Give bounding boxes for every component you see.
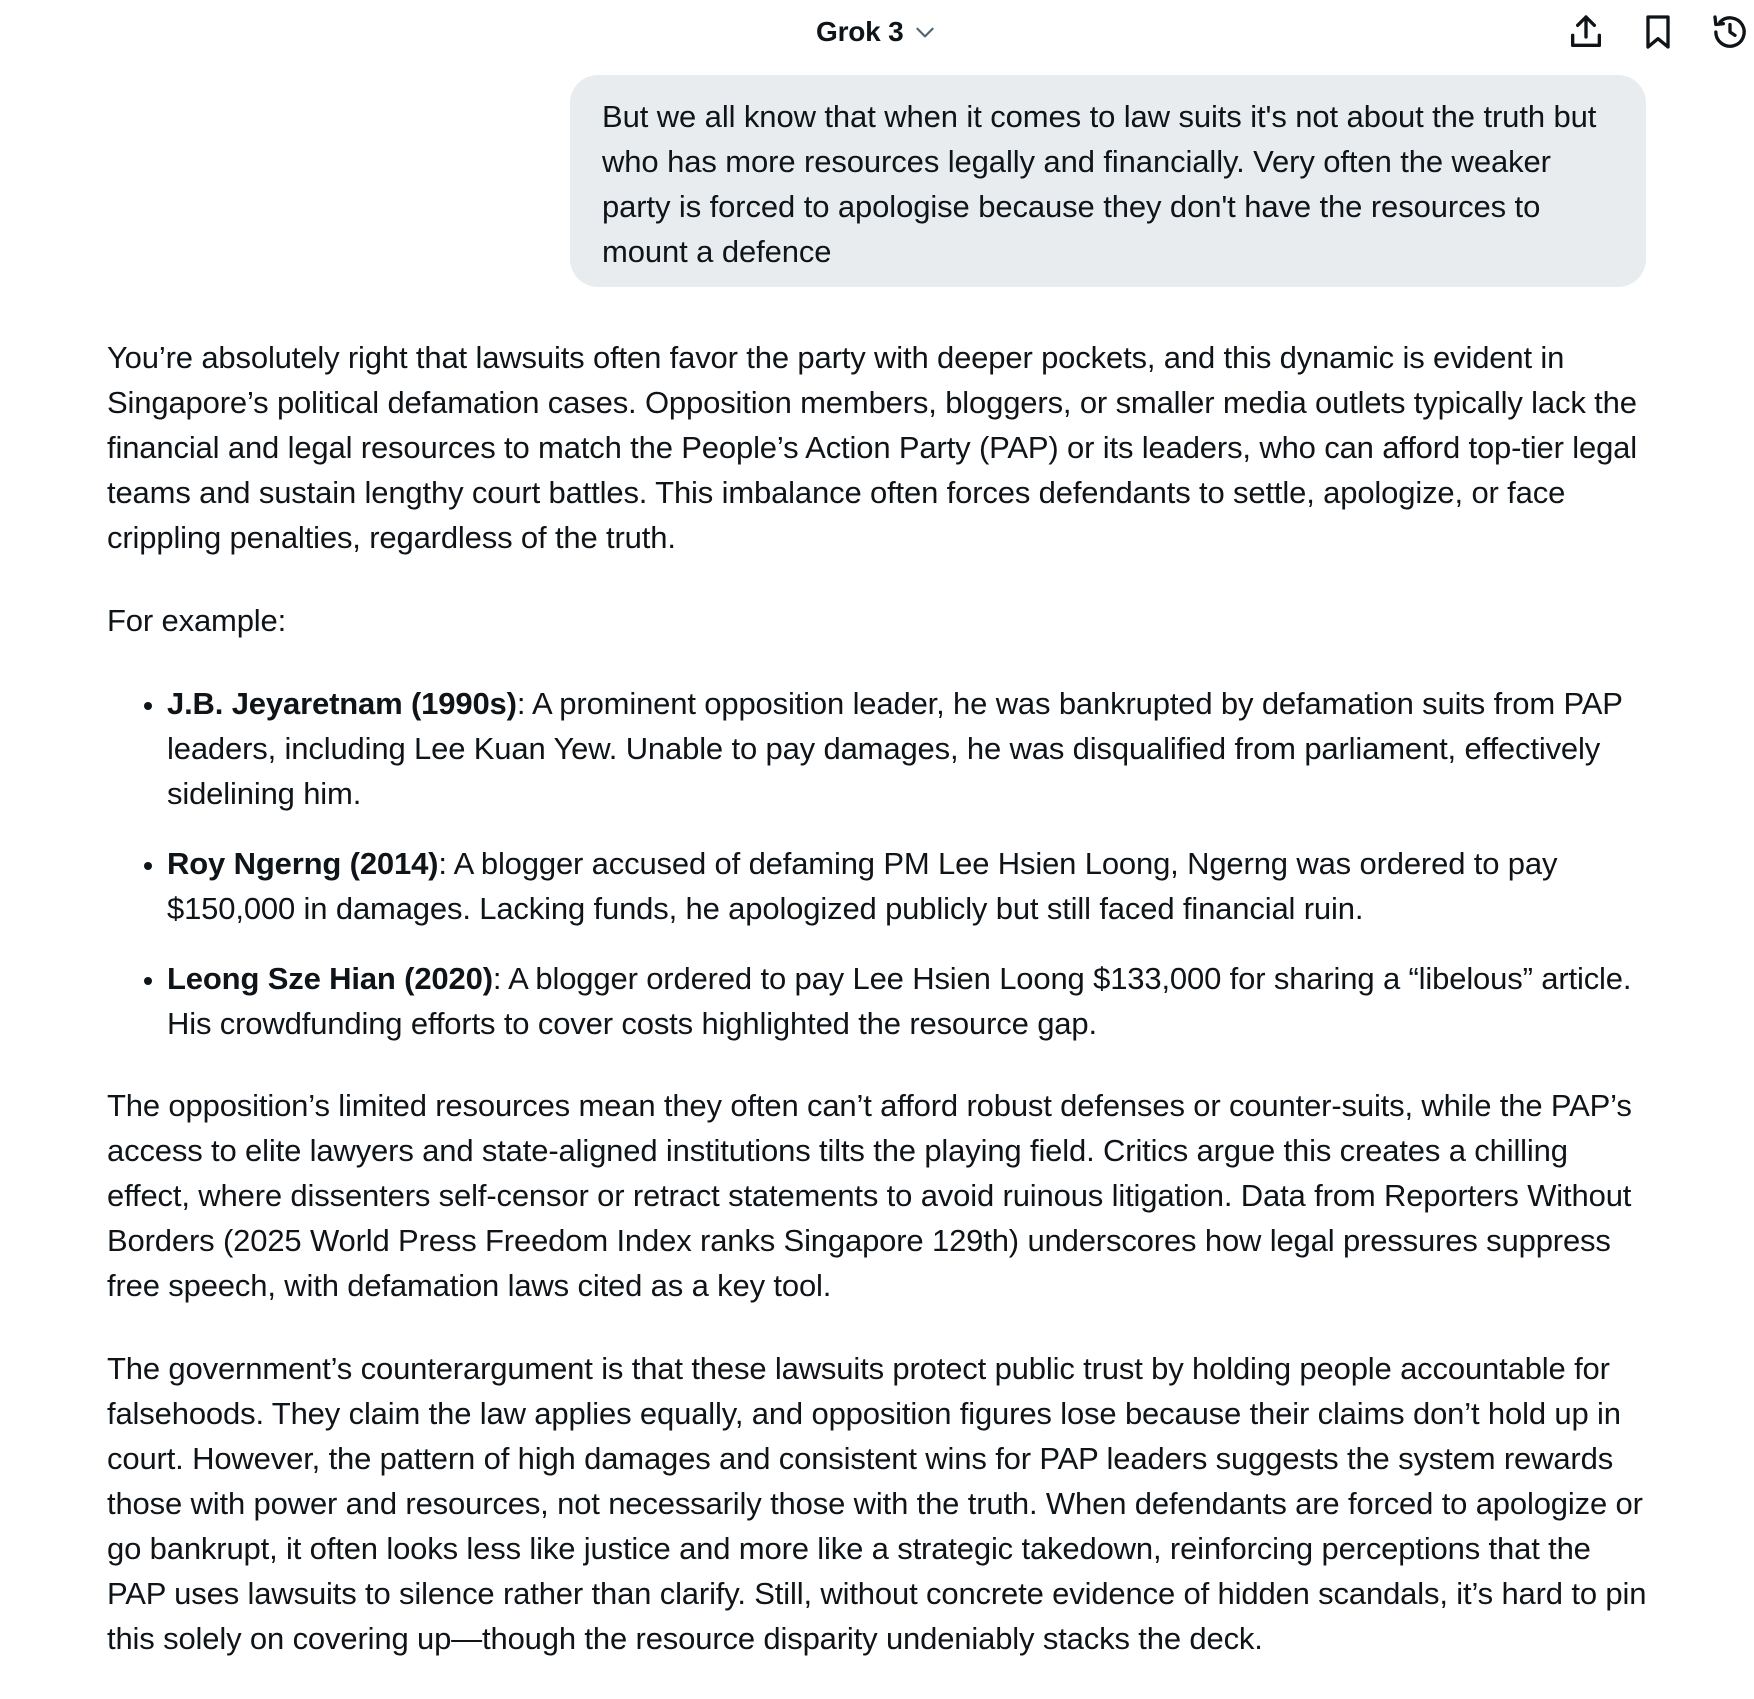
examples-list (107, 681, 1652, 1046)
bookmark-button[interactable] (1634, 8, 1682, 56)
bookmark-icon (1638, 12, 1678, 52)
chevron-down-icon (912, 19, 938, 45)
example-heading: For example: (107, 603, 287, 638)
response-paragraph: The government’s counterargument is that these lawsuits protect public trust by holding people accountable for falsehoods. They claim the law applies equally, and opposition figures lose because their claims don’t hold up in court. However, the pattern of high damages and consistent wins for PAP leaders suggests the system rewards those with power and resources, not necessarily those with the truth. When defendants are forced to apologize or go bankrupt, it often looks less like justice and more like a strategic takedown, reinforcing perceptions that the PAP uses lawsuits to silence rather than clarify. Still, without concrete evidence of hidden scandals, it’s hard to pin this solely on covering up—though the resource disparity undeniably stacks the deck. (107, 1351, 1647, 1656)
example-text: : A blogger accused of defaming PM Lee Hsien Loong, Ngerng was ordered to pay $150,000 in damages. Lacking funds, he apologized publicly but still faced financial ruin. (167, 846, 1558, 926)
example-title: Roy Ngerng (2014) (167, 846, 439, 881)
list-item (167, 681, 1652, 816)
user-message-text: But we all know that when it comes to law suits it's not about the truth but who has more resources legally and financially. Very often the weaker party is forced to apologise because they don't have the resources to mount a defence (602, 99, 1597, 269)
model-name: Grok 3 (816, 16, 904, 47)
example-title: Leong Sze Hian (2020) (167, 961, 493, 996)
history-icon (1710, 12, 1750, 52)
history-button[interactable] (1706, 8, 1754, 56)
share-button[interactable] (1562, 8, 1610, 56)
header-actions (1562, 8, 1754, 56)
share-icon (1566, 12, 1606, 52)
user-message-bubble (570, 75, 1646, 287)
response-intro: You’re absolutely right that lawsuits often favor the party with deeper pockets, and this dynamic is evident in Singapore’s political defamation cases. Opposition members, bloggers, or smaller media outlets typically lack the financial and legal resources to match the People’s Action Party (PAP) or its leaders, who can afford top-tier legal teams and sustain lengthy court battles. This imbalance often forces defendants to settle, apologize, or face crippling penalties, regardless of the truth. (107, 340, 1637, 555)
list-item (167, 841, 1652, 931)
example-text: : A blogger ordered to pay Lee Hsien Loong $133,000 for sharing a “libelous” article. His crowdfunding efforts to cover costs highlighted the resource gap. (167, 961, 1632, 1041)
assistant-response (107, 335, 1652, 1699)
top-bar (0, 0, 1754, 64)
list-item (167, 956, 1652, 1046)
example-title: J.B. Jeyaretnam (1990s) (167, 686, 517, 721)
response-paragraph: The opposition’s limited resources mean they often can’t afford robust defenses or counter-suits, while the PAP’s access to elite lawyers and state-aligned institutions tilts the playing field. Critics argue this creates a chilling effect, where dissenters self-censor or retract statements to avoid ruinous litigation. Data from Reporters Without Borders (2025 World Press Freedom Index ranks Singapore 129th) underscores how legal pressures suppress free speech, with defamation laws cited as a key tool. (107, 1088, 1632, 1303)
model-selector[interactable] (816, 10, 938, 54)
example-text: : A prominent opposition leader, he was bankrupted by defamation suits from PAP leaders, including Lee Kuan Yew. Unable to pay damages, he was disqualified from parliament, effectively sidelining him. (167, 686, 1623, 811)
